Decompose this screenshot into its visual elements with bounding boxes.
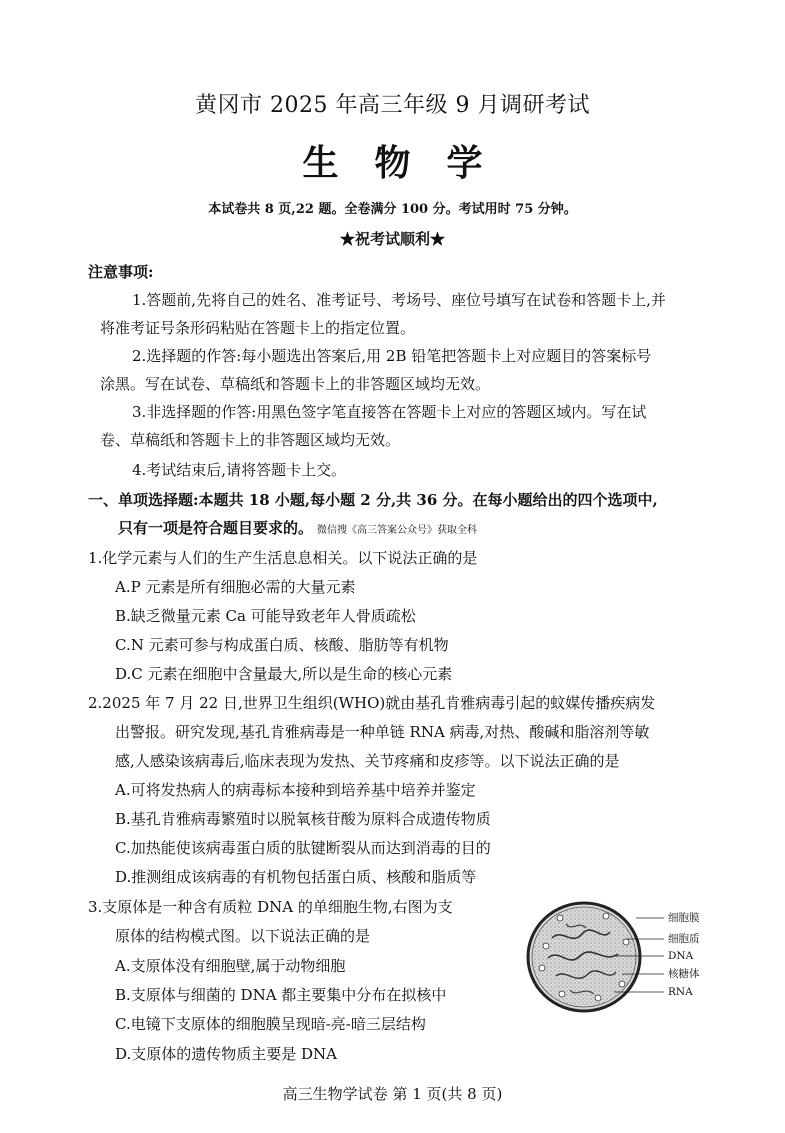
question-stem: 3.支原体是一种含有质粒 DNA 的单细胞生物,右图为支	[88, 898, 453, 916]
q3-option-b: B.支原体与细菌的 DNA 都主要集中分布在拟核中	[115, 986, 447, 1004]
notes-line: 2.选择题的作答:每小题选出答案后,用 2B 铅笔把答题卡上对应题目的答案标号	[132, 347, 652, 365]
label-cytoplasm: 细胞质	[668, 933, 700, 945]
notes-line: 涂黑。写在试卷、草稿纸和答题卡上的非答题区域均无效。	[100, 375, 491, 393]
section-heading: 一、单项选择题:本题共 18 小题,每小题 2 分,共 36 分。在每小题给出的四个选项中,	[88, 491, 658, 509]
section-note: 微信搜《高三答案公众号》获取全科	[317, 525, 478, 536]
q2-option-c: C.加热能使该病毒蛋白质的肽键断裂从而达到消毒的目的	[115, 839, 491, 857]
q3-option-d: D.支原体的遗传物质主要是 DNA	[115, 1045, 338, 1063]
notes-line: 1.答题前,先将自己的姓名、准考证号、考场号、座位号填写在试卷和答题卡上,并	[132, 291, 666, 309]
notes-line: 将准考证号条形码粘贴在答题卡上的指定位置。	[100, 319, 416, 337]
label-ribosome: 核糖体	[668, 968, 700, 980]
notes-heading: 注意事项:	[88, 263, 154, 281]
section-requirement: 只有一项是符合题目要求的。	[118, 519, 314, 537]
notes-line: 卷、草稿纸和答题卡上的非答题区域均无效。	[100, 431, 401, 449]
notes-line: 4.考试结束后,请将答题卡上交。	[132, 461, 347, 479]
q2-option-d: D.推测组成该病毒的有机物包括蛋白质、核酸和脂质等	[115, 868, 477, 886]
good-luck-banner: ★祝考试顺利★	[339, 230, 445, 248]
notes-line: 3.非选择题的作答:用黑色签字笔直接答在答题卡上对应的答题区域内。写在试	[132, 403, 647, 421]
question-stem: 1.化学元素与人们的生产生活息息相关。以下说法正确的是	[88, 549, 478, 567]
label-rna: RNA	[668, 986, 693, 998]
page-footer: 高三生物学试卷 第 1 页(共 8 页)	[282, 1085, 503, 1103]
exam-info: 本试卷共 8 页,22 题。全卷满分 100 分。考试用时 75 分钟。	[208, 202, 577, 217]
question-stem: 2.2025 年 7 月 22 日,世界卫生组织(WHO)就由基孔肯雅病毒引起的蚊媒传播疾病发	[88, 694, 656, 712]
q1-option-b: B.缺乏微量元素 Ca 可能导致老年人骨质疏松	[115, 607, 416, 625]
label-cell-membrane: 细胞膜	[668, 912, 700, 924]
mycoplasma-diagram	[522, 898, 712, 1016]
question-stem: 出警报。研究发现,基孔肯雅病毒是一种单链 RNA 病毒,对热、酸碱和脂溶剂等敏	[115, 723, 650, 741]
section-heading-cont	[118, 518, 477, 541]
q2-option-b: B.基孔肯雅病毒繁殖时以脱氧核苷酸为原料合成遗传物质	[115, 810, 491, 828]
q3-option-c: C.电镜下支原体的细胞膜呈现暗-亮-暗三层结构	[115, 1015, 426, 1033]
question-stem: 原体的结构模式图。以下说法正确的是	[115, 927, 371, 945]
label-dna: DNA	[668, 950, 694, 962]
question-stem: 感,人感染该病毒后,临床表现为发热、关节疼痛和皮疹等。以下说法正确的是	[115, 752, 620, 770]
subject-title: 生物学	[302, 142, 519, 184]
q1-option-c: C.N 元素可参与构成蛋白质、核酸、脂肪等有机物	[115, 636, 449, 654]
q2-option-a: A.可将发热病人的病毒标本接种到培养基中培养并鉴定	[115, 781, 476, 799]
q1-option-d: D.C 元素在细胞中含量最大,所以是生命的核心元素	[115, 665, 453, 683]
exam-title: 黄冈市 2025 年高三年级 9 月调研考试	[195, 93, 590, 118]
q1-option-a: A.P 元素是所有细胞必需的大量元素	[115, 578, 356, 596]
q3-option-a: A.支原体没有细胞壁,属于动物细胞	[115, 957, 346, 975]
